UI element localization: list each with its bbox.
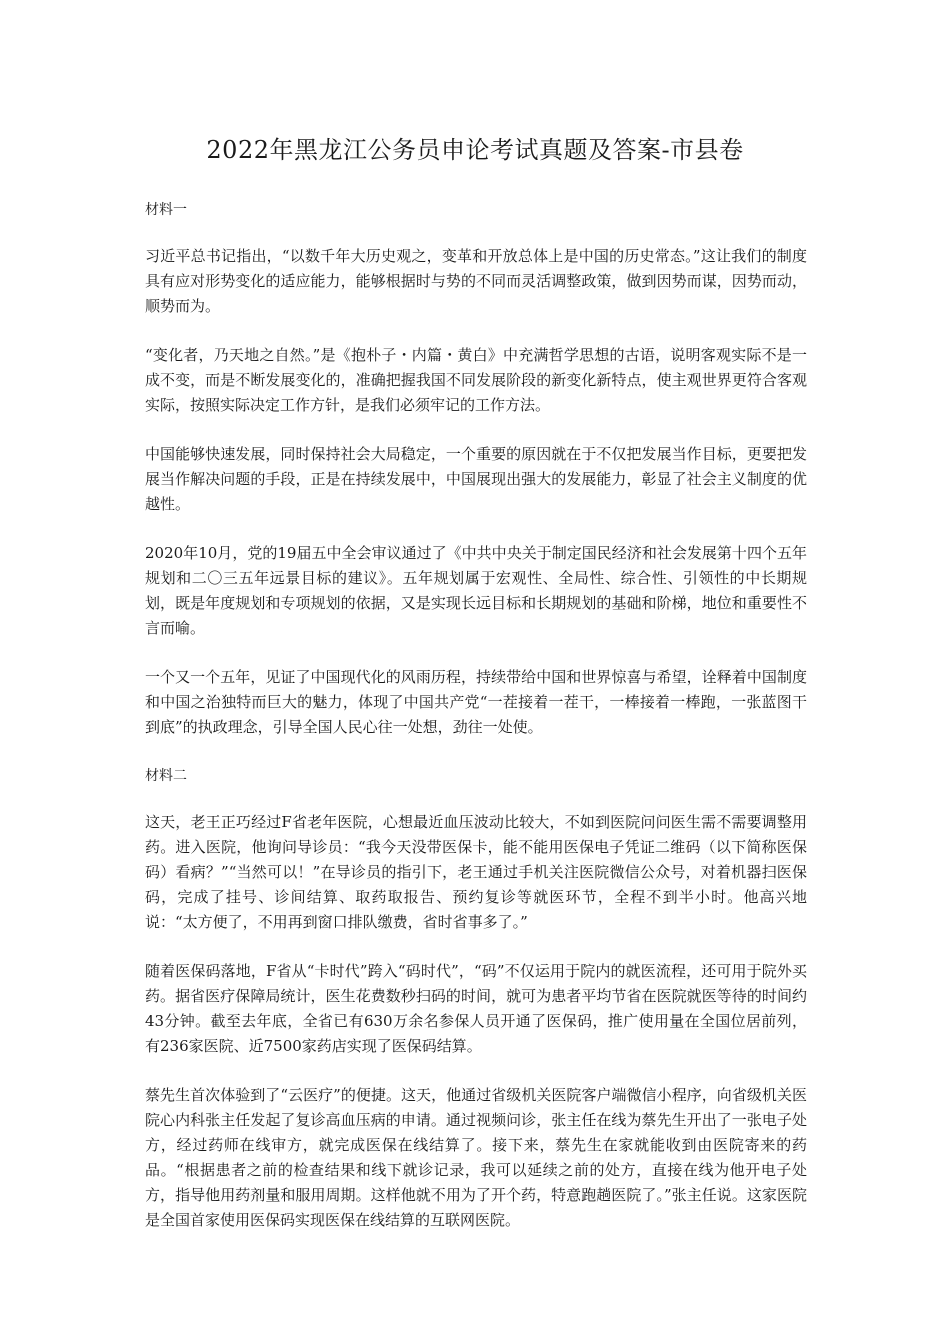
paragraph: 中国能够快速发展，同时保持社会大局稳定，一个重要的原因就在于不仅把发展当作目标，更要把发展当作解决问题的手段，正是在持续发展中，中国展现出强大的发展能力，彰显了社会主义制度的优越性。 (145, 445, 807, 513)
paragraph: 习近平总书记指出，“以数千年大历史观之，变革和开放总体上是中国的历史常态。”这让我们的制度具有应对形势变化的适应能力，能够根据时与势的不同而灵活调整政策，做到因势而谋，因势而动，顺势而为。 (145, 247, 807, 315)
document-title: 2022年黑龙江公务员申论考试真题及答案-市县卷 (206, 136, 744, 164)
paragraph: “变化者，乃天地之自然。”是《抱朴子・内篇・黄白》中充满哲学思想的古语，说明客观实际不是一成不变，而是不断发展变化的，准确把握我国不同发展阶段的新变化新特点，使主观世界更符合客观实际，按照实际决定工作方针，是我们必须牢记的工作方法。 (145, 346, 807, 414)
paragraph: 一个又一个五年，见证了中国现代化的风雨历程，持续带给中国和世界惊喜与希望，诠释着中国制度和中国之治独特而巨大的魅力，体现了中国共产党“一茬接着一茬干，一棒接着一棒跑，一张蓝图干到底”的执政理念，引导全国人民心往一处想，劲往一处使。 (145, 668, 807, 736)
section-material-2 (145, 764, 807, 1233)
paragraph: 这天，老王正巧经过F省老年医院，心想最近血压波动比较大，不如到医院问问医生需不需要调整用药。进入医院，他询问导诊员：“我今天没带医保卡，能不能用医保电子凭证二维码（以下简称医保码）看病？”“当然可以！”在导诊员的指引下，老王通过手机关注医院微信公众号，对着机器扫医保码，完成了挂号、诊间结算、取药取报告、预约复诊等就医环节，全程不到半小时。他高兴地说：“太方便了，不用再到窗口排队缴费，省时省事多了。” (145, 813, 807, 931)
document-body (145, 198, 807, 1233)
section-label: 材料二 (145, 768, 187, 784)
paragraph: 2020年10月，党的19届五中全会审议通过了《中共中央关于制定国民经济和社会发展第十四个五年规划和二〇三五年远景目标的建议》。五年规划属于宏观性、全局性、综合性、引领性的中长期规划，既是年度规划和专项规划的依据，又是实现长远目标和长期规划的基础和阶梯，地位和重要性不言而喻。 (145, 544, 807, 637)
section-material-1 (145, 198, 807, 764)
section-label: 材料一 (145, 202, 187, 218)
paragraph: 蔡先生首次体验到了“云医疗”的便捷。这天，他通过省级机关医院客户端微信小程序，向省级机关医院心内科张主任发起了复诊高血压病的申请。通过视频问诊，张主任在线为蔡先生开出了一张电子处方，经过药师在线审方，就完成医保在线结算了。接下来，蔡先生在家就能收到由医院寄来的药品。“根据患者之前的检查结果和线下就诊记录，我可以延续之前的处方，直接在线为他开电子处方，指导他用药剂量和服用周期。这样他就不用为了开个药，特意跑趟医院了。”张主任说。这家医院是全国首家使用医保码实现医保在线结算的互联网医院。 (145, 1086, 807, 1229)
paragraph: 随着医保码落地，F省从“卡时代”跨入“码时代”，“码”不仅运用于院内的就医流程，还可用于院外买药。据省医疗保障局统计，医生花费数秒扫码的时间，就可为患者平均节省在医院就医等待的时间约43分钟。截至去年底，全省已有630万余名参保人员开通了医保码，推广使用量在全国位居前列，有236家医院、近7500家药店实现了医保码结算。 (145, 962, 807, 1055)
